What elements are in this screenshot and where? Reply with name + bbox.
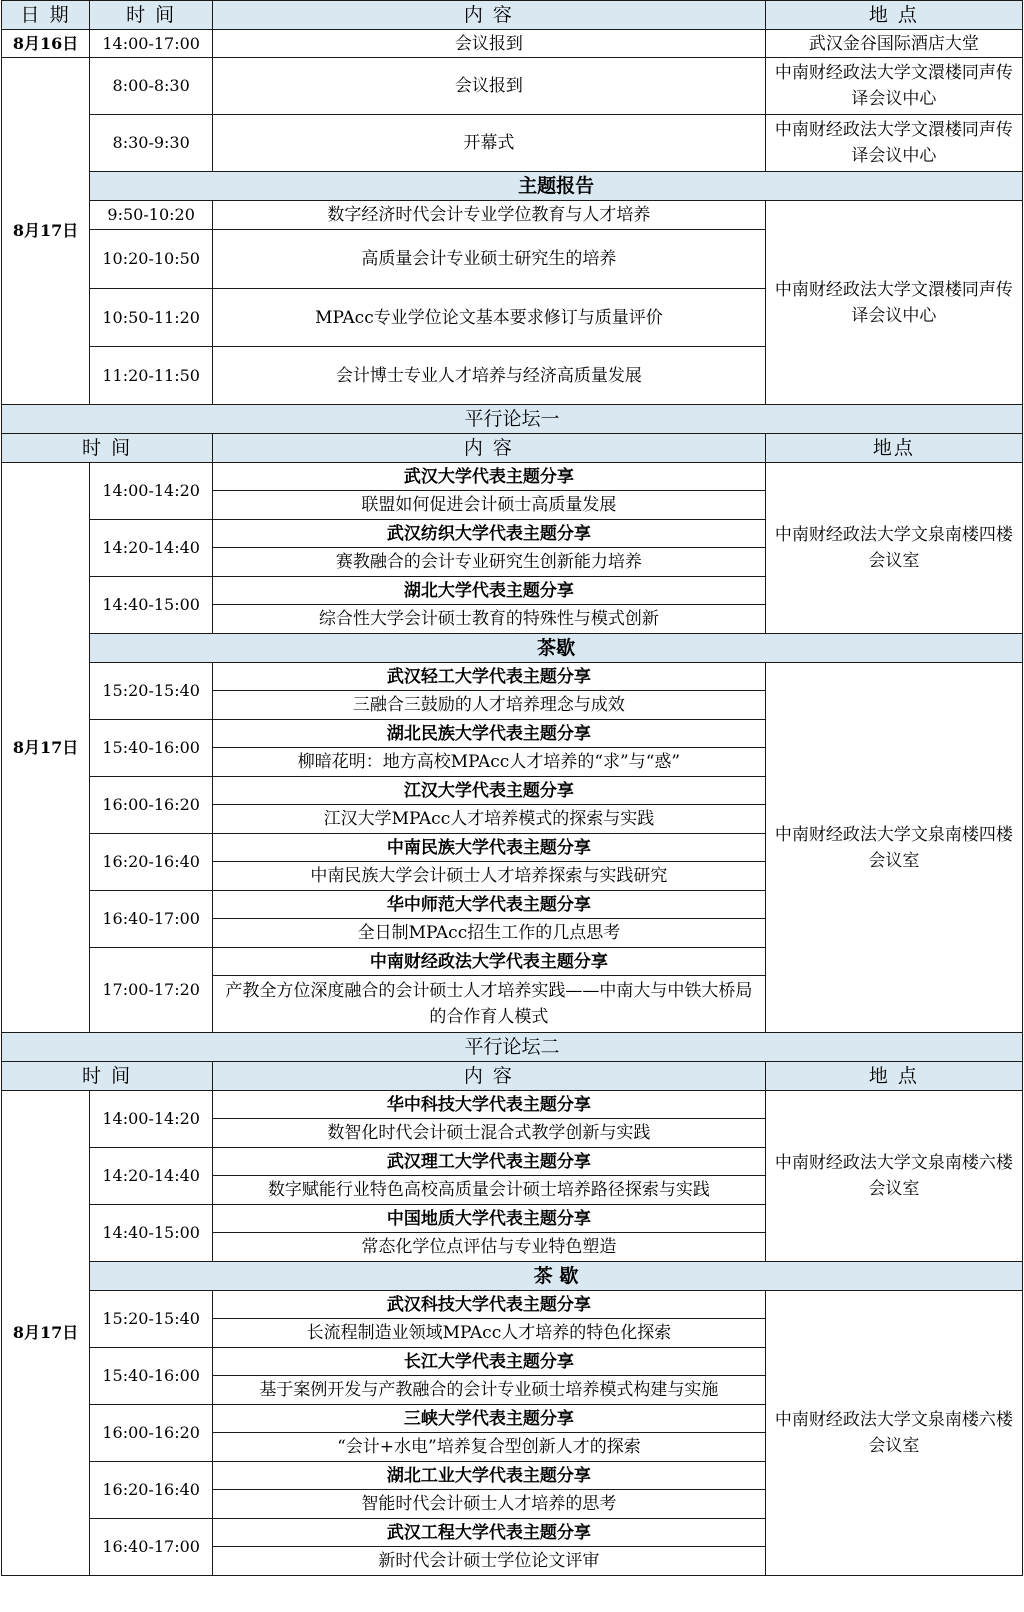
time-cell: 15:20-15:40 [90,1291,213,1348]
break-label: 茶 歇 [90,1262,1023,1291]
speaker-cell: 中国地质大学代表主题分享 [213,1205,766,1233]
topic-cell: 赛教融合的会计专业研究生创新能力培养 [213,548,766,577]
forum-header-row [2,434,1023,463]
section-row [2,172,1023,201]
time-cell: 10:20-10:50 [90,230,213,289]
speaker-cell: 中南财经政法大学代表主题分享 [213,948,766,976]
forum-header-row [2,1062,1023,1091]
session-speaker-row [2,1291,1023,1319]
header-content: 内 容 [213,1062,766,1091]
venue-cell: 中南财经政法大学文泉南楼四楼会议室 [765,463,1022,634]
time-cell: 11:20-11:50 [90,347,213,405]
speaker-cell: 湖北工业大学代表主题分享 [213,1462,766,1490]
speaker-cell: 武汉科技大学代表主题分享 [213,1291,766,1319]
session-speaker-row [2,463,1023,491]
time-cell: 16:40-17:00 [90,891,213,948]
forum-title-row [2,405,1023,434]
schedule-row [2,115,1023,172]
time-cell: 8:30-9:30 [90,115,213,172]
break-row [2,1262,1023,1291]
date-cell: 8月17日 [2,1091,90,1576]
venue-cell: 中南财经政法大学文澴楼同声传译会议中心 [765,58,1022,115]
arrival-row [2,30,1023,58]
time-cell: 15:40-16:00 [90,1348,213,1405]
forum-title-row [2,1033,1023,1062]
topic-cell: 江汉大学MPAcc人才培养模式的探索与实践 [213,805,766,834]
topic-cell: 中南民族大学会计硕士人才培养探索与实践研究 [213,862,766,891]
header-content: 内 容 [213,1,766,30]
date-cell: 8月16日 [2,30,90,58]
header-venue: 地点 [765,434,1022,463]
time-cell: 10:50-11:20 [90,289,213,347]
speaker-cell: 中南民族大学代表主题分享 [213,834,766,862]
speaker-cell: 湖北大学代表主题分享 [213,577,766,605]
time-cell: 14:40-15:00 [90,1205,213,1262]
speaker-cell: 三峡大学代表主题分享 [213,1405,766,1433]
session-speaker-row [2,1091,1023,1119]
time-cell: 14:00-17:00 [90,30,213,58]
date-cell: 8月17日 [2,463,90,1033]
venue-cell: 中南财经政法大学文泉南楼四楼会议室 [765,663,1022,1033]
break-row [2,634,1023,663]
content-cell: 数字经济时代会计专业学位教育与人才培养 [213,201,766,230]
venue-cell: 武汉金谷国际酒店大堂 [765,30,1022,58]
content-cell: MPAcc专业学位论文基本要求修订与质量评价 [213,289,766,347]
topic-cell: “会计+水电”培养复合型创新人才的探索 [213,1433,766,1462]
content-cell: 会议报到 [213,58,766,115]
header-time: 时 间 [2,1062,213,1091]
content-cell: 会议报到 [213,30,766,58]
speaker-cell: 武汉轻工大学代表主题分享 [213,663,766,691]
time-cell: 16:40-17:00 [90,1519,213,1576]
time-cell: 14:00-14:20 [90,1091,213,1148]
header-content: 内 容 [213,434,766,463]
time-cell: 16:20-16:40 [90,1462,213,1519]
forum-title: 平行论坛二 [2,1033,1023,1062]
venue-cell: 中南财经政法大学文澴楼同声传译会议中心 [765,201,1022,405]
keynote-title: 主题报告 [90,172,1023,201]
speaker-cell: 江汉大学代表主题分享 [213,777,766,805]
time-cell: 8:00-8:30 [90,58,213,115]
time-cell: 14:20-14:40 [90,520,213,577]
content-cell: 高质量会计专业硕士研究生的培养 [213,230,766,289]
header-time: 时 间 [2,434,213,463]
time-cell: 17:00-17:20 [90,948,213,1033]
topic-cell: 智能时代会计硕士人才培养的思考 [213,1490,766,1519]
topic-cell: 联盟如何促进会计硕士高质量发展 [213,491,766,520]
venue-cell: 中南财经政法大学文泉南楼六楼会议室 [765,1091,1022,1262]
time-cell: 14:20-14:40 [90,1148,213,1205]
speaker-cell: 武汉理工大学代表主题分享 [213,1148,766,1176]
topic-cell: 产教全方位深度融合的会计硕士人才培养实践——中南大与中铁大桥局的合作育人模式 [213,976,766,1033]
speaker-cell: 华中科技大学代表主题分享 [213,1091,766,1119]
topic-cell: 数字赋能行业特色高校高质量会计硕士培养路径探索与实践 [213,1176,766,1205]
date-cell: 8月17日 [2,58,90,405]
keynote-row [2,201,1023,230]
topic-cell: 全日制MPAcc招生工作的几点思考 [213,919,766,948]
speaker-cell: 武汉工程大学代表主题分享 [213,1519,766,1547]
speaker-cell: 华中师范大学代表主题分享 [213,891,766,919]
topic-cell: 综合性大学会计硕士教育的特殊性与模式创新 [213,605,766,634]
speaker-cell: 武汉大学代表主题分享 [213,463,766,491]
time-cell: 15:20-15:40 [90,663,213,720]
header-venue: 地 点 [765,1062,1022,1091]
time-cell: 14:00-14:20 [90,463,213,520]
header-date: 日 期 [2,1,90,30]
time-cell: 16:20-16:40 [90,834,213,891]
header-row [2,1,1023,30]
time-cell: 9:50-10:20 [90,201,213,230]
header-venue: 地 点 [765,1,1022,30]
time-cell: 16:00-16:20 [90,1405,213,1462]
topic-cell: 柳暗花明：地方高校MPAcc人才培养的“求”与“惑” [213,748,766,777]
break-label: 茶歇 [90,634,1023,663]
venue-cell: 中南财经政法大学文澴楼同声传译会议中心 [765,115,1022,172]
schedule-table [1,0,1023,1576]
topic-cell: 三融合三鼓励的人才培养理念与成效 [213,691,766,720]
topic-cell: 长流程制造业领域MPAcc人才培养的特色化探索 [213,1319,766,1348]
schedule-row [2,58,1023,115]
topic-cell: 常态化学位点评估与专业特色塑造 [213,1233,766,1262]
forum-title: 平行论坛一 [2,405,1023,434]
venue-cell: 中南财经政法大学文泉南楼六楼会议室 [765,1291,1022,1576]
topic-cell: 新时代会计硕士学位论文评审 [213,1547,766,1576]
session-speaker-row [2,663,1023,691]
time-cell: 14:40-15:00 [90,577,213,634]
content-cell: 开幕式 [213,115,766,172]
speaker-cell: 长江大学代表主题分享 [213,1348,766,1376]
topic-cell: 数智化时代会计硕士混合式教学创新与实践 [213,1119,766,1148]
time-cell: 16:00-16:20 [90,777,213,834]
content-cell: 会计博士专业人才培养与经济高质量发展 [213,347,766,405]
topic-cell: 基于案例开发与产教融合的会计专业硕士培养模式构建与实施 [213,1376,766,1405]
time-cell: 15:40-16:00 [90,720,213,777]
speaker-cell: 湖北民族大学代表主题分享 [213,720,766,748]
speaker-cell: 武汉纺织大学代表主题分享 [213,520,766,548]
header-time: 时 间 [90,1,213,30]
